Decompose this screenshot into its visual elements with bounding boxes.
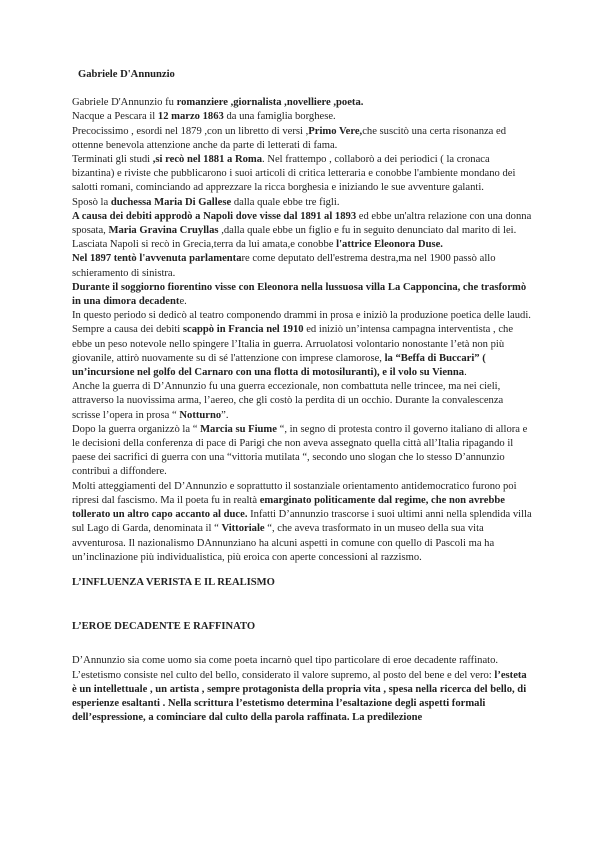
text-run: ,dalla quale ebbe un figlio e fu in seguito denunciato dal marito di lei.	[218, 225, 517, 237]
text-run: Sposò la	[72, 196, 111, 208]
text-run: Terminati gli studi	[72, 154, 153, 166]
bold-text: scappò in Francia nel 1910	[182, 324, 304, 336]
paragraph	[72, 480, 532, 565]
text-run: Dopo la guerra organizzò la “	[72, 423, 201, 435]
document-title: Gabriele D'Annunzio	[78, 69, 175, 80]
paragraph	[72, 96, 532, 110]
text-run: re come deputato dell'estrema destra,ma nel 1900 passò allo schieramento di sinistra.	[72, 253, 496, 279]
biography-section	[72, 96, 532, 565]
bold-text: duchessa Maria Di Gallese	[110, 196, 232, 208]
paragraph	[72, 309, 532, 323]
section-heading-influenza-verista: L’INFLUENZA VERISTA E IL REALISMO	[72, 576, 275, 588]
text-run: . Nel frattempo , collaborò a dei periodici ( la cronaca bizantina) e riviste che pubblicarono i suoi articoli di critica letteraria e conobbe l'ambiente mondano dei salotti romani, cominciando ad apprezzare la ricca borghesia e iniziando le sue avventure galanti.	[72, 154, 516, 194]
text-run: ed iniziò un’intensa campagna interventista , che ebbe un peso notevole nello spingere l’Italia in guerra. Arruolatosi volontario nonostante l’età non più giovanile, attirò nuovamente su di sé l'attenzione con imprese clamorose,	[72, 324, 514, 364]
text-run: D’Annunzio sia come uomo sia come poeta incarnò quel tipo particolare di eroe decadente raffinato.	[72, 655, 499, 667]
paragraph	[72, 252, 532, 280]
text-run: ed ebbe un'altra relazione con una donna sposata,	[72, 210, 532, 237]
text-run: “, che aveva trasformato in un museo della sua vita avventurosa. Il nazionalismo DAnnunziano ha alcuni aspetti in comune con quello di Pascoli ma ha un’inclinazione più individualistica, più eroica con aperte concessioni al razzismo.	[72, 523, 495, 563]
document-body	[72, 68, 532, 725]
bold-text: Durante il soggiorno fiorentino visse con Eleonora nella lussuosa villa La Capponcina, che trasformò in una dimora decadent	[72, 281, 527, 308]
bold-text: l’esteta è un intellettuale , un artista , sempre protagonista della propria vita , spesa nella ricerca del bello, di esperienze esaltanti . Nella scrittura l’estetismo determina l’esaltazione degli aspetti formali dell’espressione, a cominciare dal culto della parola raffinata. La predilezione	[72, 669, 527, 724]
text-run: da una famiglia borghese.	[223, 111, 336, 123]
bold-text: Maria Gravina Cruyllas	[108, 225, 219, 237]
text-run: “, in segno di protesta contro il governo italiano di allora e le decisioni della conferenza di pace di Parigi che non aveva assegnato quella città all’Italia ripagando il paese dei sacrifici di guerra con una “vittoria mutilata “, secondo uno slogan che lo stesso D’annunzio contribuì a diffondere.	[72, 423, 528, 478]
bold-text: emarginato politicamente dal regime, che non avrebbe tollerato un altro capo accanto al duce.	[72, 494, 505, 521]
paragraph	[72, 423, 532, 480]
paragraph	[72, 380, 532, 423]
section-heading-eroe-decadente: L’EROE DECADENTE E RAFFINATO	[72, 621, 256, 633]
bold-text: la “Beffa di Buccari” ( un’incursione nel golfo del Carnaro con una flotta di motosiluranti), e il volo su Vienna	[72, 352, 486, 379]
text-run: Molti atteggiamenti del D’Annunzio e soprattutto il sostanziale orientamento antidemocratico furono poi ripresi dal fascismo. Ma il poeta fu in realtà	[72, 480, 517, 506]
bold-text: Marcia su Fiume	[200, 423, 277, 435]
text-run: Sempre a causa dei debiti	[72, 324, 183, 336]
text-run: Gabriele D'Annunzio fu	[72, 97, 177, 109]
paragraph	[72, 125, 532, 153]
bold-text: 12 marzo 1863	[157, 111, 224, 123]
bold-text: A causa dei debiti approdò a Napoli dove visse dal 1891 al 1893	[72, 210, 357, 222]
bold-text: l'attrice Eleonora Duse.	[336, 239, 443, 251]
paragraph	[72, 110, 532, 124]
paragraph	[72, 196, 532, 210]
bold-text: Primo Vere,	[308, 125, 363, 137]
paragraph	[72, 323, 532, 380]
text-run: dalla quale ebbe tre figli.	[231, 196, 340, 208]
paragraph	[72, 238, 532, 252]
text-run: .	[464, 367, 467, 379]
text-run: Precocissimo , esordi nel 1879 ,con un libretto di versi ,	[72, 125, 309, 137]
paragraph	[72, 210, 532, 238]
paragraph	[72, 281, 532, 309]
text-run: e.	[179, 296, 187, 308]
bold-text: Notturno	[179, 409, 222, 421]
text-run: L’estetismo consiste nel culto del bello, considerato il valore supremo, al posto del bene e del vero:	[72, 669, 495, 681]
text-run: Anche la guerra di D’Annunzio fu una guerra eccezionale, non combattuta nelle trincee, ma nei cieli, attraverso la nuovissima arma, l’aereo, che gli costò la perdita di un occhio. Durante la convalescenza scrisse l’opera in prosa “	[72, 381, 504, 421]
text-run: In questo periodo si dedicò al teatro componendo drammi in prosa e iniziò la produzione poetica delle laudi.	[72, 310, 531, 322]
paragraph	[72, 153, 532, 196]
paragraph	[72, 669, 532, 726]
eroe-decadente-section	[72, 654, 532, 725]
bold-text: romanziere ,giornalista ,novelliere ,poeta.	[176, 97, 364, 109]
text-run: Lasciata Napoli si recò in Grecia,terra da lui amata,e conobbe	[72, 239, 337, 251]
bold-text: ,si recò nel 1881 a Roma	[152, 154, 263, 166]
paragraph	[72, 654, 532, 668]
text-run: Infatti D’annunzio trascorse i suoi ultimi anni nella splendida villa sul Lago di Garda, denominata il “	[72, 509, 532, 535]
text-run: che suscitò una certa risonanza ed ottenne benevola attenzione anche da parte di letterati di fama.	[72, 125, 507, 151]
text-run: ”.	[221, 409, 229, 421]
bold-text: Nel 1897 tentò l'avvenuta parlamenta	[72, 253, 242, 265]
text-run: Nacque a Pescara il	[72, 111, 158, 123]
bold-text: Vittoriale	[221, 523, 265, 535]
